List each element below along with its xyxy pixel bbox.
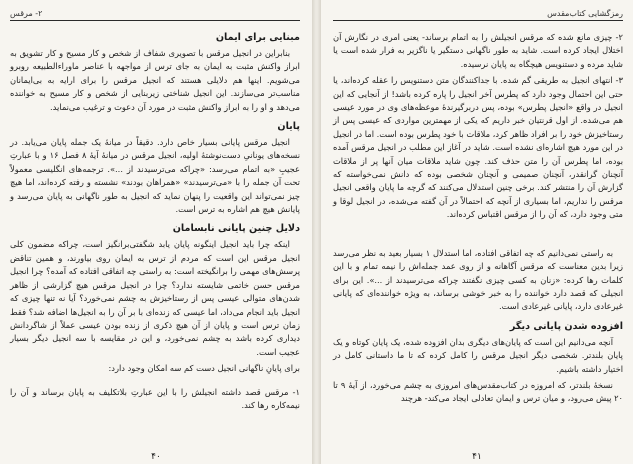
running-header-text: رمزگشایی کتاب‌مقدس xyxy=(547,9,623,18)
numbered-item xyxy=(10,386,300,413)
section-heading: مبنایی برای ایمان xyxy=(215,32,300,43)
paragraph: آنچه می‌دانیم این است که پایان‌های دیگری بدان افزوده شده، یک پایان کوتاه و یک پایان بلندتر. شخصی دیگر انجیل مرقس را کامل کرده که تا ما داستانی کامل در اختیار داشته باشیم. xyxy=(333,336,623,374)
paragraph: ۲- چیزی مانع شده که مرقس انجیلش را به اتمام برساند- یعنی امری در نگارش آن اختلال ایجاد کرده است. شاید به طور ناگهانی دستگیر یا ناگزیر به فرار شده است یا شاید مرده و دستنویس هیچگاه به پایان نرسیده. xyxy=(333,32,623,69)
paragraph: اینکه چرا باید انجیل اینگونه پایان یابد شگفتی‌برانگیز است، چراکه مضمون کلی انجیل مرقس این است که مردم از ترس به ایمان روی بیاورند، و همین تناقض پرسش‌های مهمی را برانگیخته است: به راستی چه اتفاقی افتاده که آمده؟ چرا انجیل مرقس حسن خاتمی شایسته ندارد؟ چرا در انجیل مرقس هیچ گزارشی از ظاهر شدن‌های متوالی عیسی پس از رستاخیزش به چشم نمی‌خورد؟ آیا نه تنها چیزی که انجیل باید انجام می‌داد، اما عیسی که زنده‌ای با بر آن را به انجیل‌ها اضافه شد؟ فقط زمان ترس است و پایان از آن هیچ ذکری از زنده بودن عیسی عملاً از شاگردانش دیداری کرده باشد به چشم نمی‌خورد، و این در مقایسه با سه انجیل دیگر بسیار عجیب است. xyxy=(10,239,300,357)
left-page xyxy=(0,0,312,464)
running-header-right xyxy=(333,8,623,21)
paragraph: ۱- مرقس قصد داشته انجیلش را با این عبارتِ بلاتکلیف به پایان برساند و آن را نیمه‌کاره رها کند. xyxy=(10,386,300,410)
paragraph: انجیل مرقس پایانی بسیار خاص دارد. دقیقاً در میانهٔ یک جمله پایان می‌یابد. در نسخه‌های یونانیِ دست‌نوشتهٔ اولیه، انجیل مرقس در میانهٔ آیهٔ ۸ فصل ۱۶ و با عبارتِ عجیبِ «به اتمام می‌رسد: «چراکه می‌ترسیدند از ...». ترجمه‌های انگلیسی معمولاً تحت آن جمله را با «می‌ترسیدند» «همراهان بودند» نشسته و رفته کرده‌اند، اما هیچ چیز نمی‌تواند این واقعیت را پنهان نماید که انجیل به طور ناگهانی به پایان می‌رسد و پایانش هیچ هم اشاره به ترس است. xyxy=(10,137,301,215)
section-heading: پایان xyxy=(277,121,300,133)
paragraph: به راستی نمی‌دانیم که چه اتفاقی افتاده، اما استدلال ۱ بسیار بعید به نظر می‌رسد زیرا بدین معناست که مرقس آگاهانه و از روی عمد جمله‌اش را نیمه تمام و با این کلمات رها کرده: «زنان به کسی چیزی نگفتند چراکه می‌ترسیدند از ...». این برای انجیلی که قصد دارد خواننده را به خبر خوشی برساند، به ویژه خواننده‌ای که پایانی غیرعادی دارد، پایانی غیرعادی است. xyxy=(333,247,623,312)
page-number-right: ۴۱ xyxy=(472,452,482,462)
running-header-left xyxy=(10,8,300,21)
section-heading: افزوده شدن پایانی دیگر xyxy=(509,320,623,332)
paragraph: برای پایانِ ناگهانی انجیل دست کم سه امکان وجود دارد: xyxy=(108,363,300,374)
spacer xyxy=(333,225,623,247)
paragraph: ۳- انتهای انجیل به طریقی گم شده. با جداکنندگان متن دستنویس را عقله کرده‌اند، یا حتی این احتمال وجود دارد که پطرس آخر انجیل را پاره کرده باشد! از آنجایی که این انجیل در واقع «انجیل پطرس» بوده، پس دربرگیرندهٔ موعظه‌های وی در مورد عیسی هم می‌شده. از اول قرنتیان خبر داریم که یکی از مهمترین مواردی که عیسی پس از رستاخیزش خود را بر افراد ظاهر کرد، ملاقات با خود پطرس بوده است. اما در انجیل در این مورد هیچ اشاره‌ای نشده است. شاید در آغاز این مطلب در انجیل مرقس آمده بوده، اما پطرس آن را متن حذف کند. چون شاید ملاقات میان آنها پر از ملاقات آنچنان گرانقدر، آنچنان صمیمی و آنچنان شخصی بوده که دانش نمی‌خواسته که گزارش آن را منتشر کند. برخی چنین استدلال می‌کنند که گرچه ما پایان واقعی انجیل مرقس را نداریم، اما بسیاری از آنچه که احتمالاً در آن گفته می‌شده، در انجیل لوقا و متی وجود دارد، که آن را از مرقس اقتباس کرده‌اند. xyxy=(333,75,623,220)
paragraph: بنابراین در انجیل مرقس با تصویری شفاف از شخص و کار مسیح و کار تشویق به ابراز واکنش مثبت به ایمان به جای ترس از مواجهه با عناصر ماوراءالطبیعه روبرو می‌شویم. اینها هم دلایلی هستند که انجیل مرقس را برای ارایه به بی‌ایمانان مناسب‌تر می‌سازند. این انجیل شناختی زیربنایی از شخص و کار مسیح به خواننده می‌دهد و او را به ابراز واکنش مثبت در مورد آن دعوت و ترغیب می‌نماید. xyxy=(10,48,300,112)
running-header-text: ۲- مرقس xyxy=(10,9,43,18)
page-number-left: ۴۰ xyxy=(151,452,161,462)
paragraph: نسخهٔ بلندتر، که امروزه در کتاب‌مقدس‌های امروزی به چشم می‌خورد، از آیهٔ ۹ تا ۲۰ پیش می‌رود، و میان ترس و ایمان تعادلی ایجاد می‌کند- هرچند xyxy=(333,379,623,404)
book-gutter xyxy=(312,0,321,464)
section-heading: دلایل چنین پایانی نابسامان xyxy=(172,223,300,235)
right-page xyxy=(321,0,633,464)
